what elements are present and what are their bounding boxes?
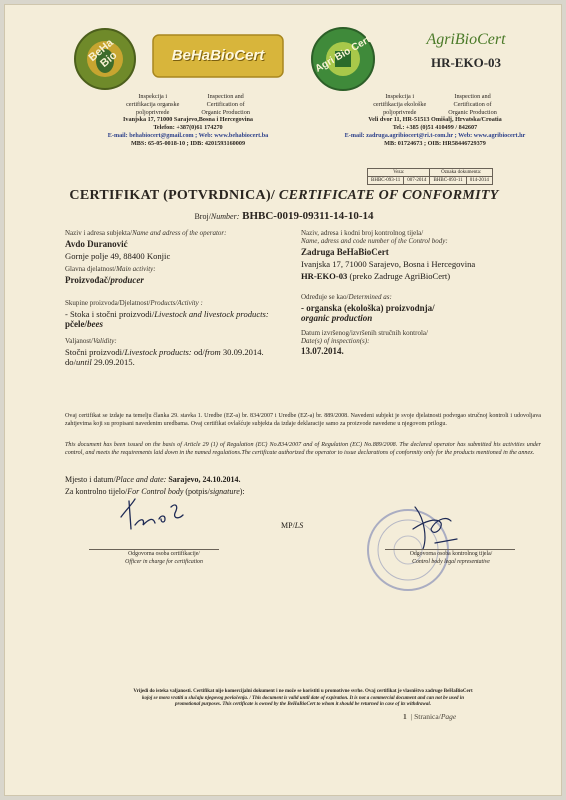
text-line: Certification of [453, 100, 492, 108]
title-english: CERTIFICATE OF CONFORMITY [275, 188, 499, 203]
value-local: - Stoka i stočni proizvodi/ [65, 309, 155, 319]
label-en: Main activity: [116, 265, 156, 273]
page-word-local: Stranica/ [414, 712, 441, 721]
control-body-address: Ivanjska 17, 71000 Sarajevo, Bosna i Hercegovina [301, 259, 476, 269]
left-email[interactable]: E-mail: behabiocert@gmail.com ; Web: www.behabiocert.ba [107, 131, 269, 139]
label-local: ): [239, 487, 245, 496]
left-phone: Telefon: +387(0)61 174270 [153, 124, 223, 131]
footer-notice [65, 689, 541, 709]
code: HR-EKO-03 [301, 271, 348, 281]
label-en: Name and adress of the operator: [132, 229, 227, 237]
label-en: Validity: [93, 337, 117, 345]
right-address: Veli dvor 11, HR-51513 Omišalj, Hrvatska/Croatia [368, 116, 502, 124]
ref-cell: BHBC-093-11 [430, 177, 466, 185]
title-local: CERTIFIKAT (POTVRDNICA)/ [69, 188, 276, 203]
label-local: Određuje se kao/ [301, 293, 349, 301]
operator-column [65, 229, 295, 367]
product-group-label [65, 299, 295, 307]
ref-cell: 007-2014 [404, 177, 430, 185]
text-line: Inspekcija i [385, 93, 415, 100]
left-brand-text: BeHaBioCert [171, 47, 265, 64]
right-email[interactable]: E-mail: zadruga.agribiocert@ri.t-com.hr ; Web: www.agribiocert.hr [344, 131, 526, 139]
inspection-date-value: 13.07.2014. [301, 346, 344, 356]
text: Stočni proizvodi/ [65, 347, 125, 357]
text-line: poljoprivrede [383, 108, 417, 116]
control-body-column [301, 229, 541, 356]
ref-cell: 014-2014 [466, 177, 492, 185]
officer-signature-line [89, 549, 219, 550]
mp-en: LS [294, 521, 304, 530]
certificate-page [4, 4, 562, 796]
value-en: producer [110, 275, 144, 285]
text-line: Inspection and [207, 93, 244, 100]
right-header-col2 [448, 93, 497, 116]
product-sub-value [65, 319, 295, 329]
place-date [65, 475, 241, 484]
value-local: Proizvođač/ [65, 275, 111, 285]
code-note: (preko Zadruge AgriBioCert) [347, 271, 451, 281]
text-line: Inspection and [454, 93, 491, 100]
text-en: from [204, 347, 221, 357]
determined-label [301, 293, 541, 301]
left-seal-text: BeHa Bio [86, 36, 120, 70]
text-line: Organic Production [201, 108, 250, 116]
stamp-place-label [281, 521, 303, 530]
activity-label [65, 265, 295, 273]
text: 30.09.2014. [220, 347, 264, 357]
label-local: Mjesto i datum/ [65, 475, 116, 484]
text-en: until [75, 357, 92, 367]
label-en: For Control body [127, 487, 184, 496]
text-line: Organic Production [448, 108, 497, 116]
text: do/ [65, 357, 76, 367]
ref-header-doc: Oznaka dokumenta: [430, 169, 492, 177]
reference-table [367, 168, 493, 185]
label-local: Skupine proizvoda/Djelatnost/ [65, 299, 151, 307]
officer-caption [89, 551, 239, 566]
right-phone: Tel.: +385 (0)51 410499 / 842607 [392, 124, 478, 131]
product-group-value [65, 309, 295, 319]
control-body-label-en: Name, adress and code number of the Control body: [301, 237, 448, 245]
label-local: Glavna djelatnost/ [65, 265, 117, 273]
label-en: Determined as: [348, 293, 392, 301]
right-header [335, 93, 535, 147]
label-en: signature [209, 487, 240, 496]
determined-value-en: organic production [301, 313, 373, 323]
mp-local: MP/ [281, 521, 295, 530]
ref-header-link: Veza: [368, 169, 430, 177]
control-body-label [301, 229, 541, 237]
number-value: BHBC-0019-09311-14-10-14 [239, 210, 374, 222]
legal-rep-caption [371, 551, 531, 566]
page-number: 1 [403, 712, 407, 721]
legal-representative-signature [405, 499, 465, 559]
control-body-name: Zadruga BeHaBioCert [301, 247, 389, 257]
text-line: Certification of [206, 100, 245, 108]
text-en: Livestock products: [124, 347, 192, 357]
caption-local: Odgovorna osoba certifikacije/ [128, 551, 200, 557]
control-body-code [301, 271, 541, 281]
label-en: Products/Activity : [150, 299, 203, 307]
label-local: Valjanost/ [65, 337, 93, 345]
label-local: Za kontrolno tijelo/ [65, 487, 128, 496]
text-line: certifikacija ekološke [373, 100, 427, 108]
text-line: poljoprivrede [136, 108, 170, 116]
caption-en: Officer in charge for certification [125, 558, 203, 565]
value-en: bees [87, 319, 103, 329]
page-word-en: Page [440, 712, 457, 721]
activity-value [65, 275, 295, 285]
label-local: Naziv, adresa i kodni broj kontrolnog tijela/ [301, 229, 424, 237]
operator-name: Avdo Duranović [65, 239, 128, 249]
left-header [83, 93, 293, 147]
caption-en: Control body legal representative [412, 558, 490, 565]
right-seal-text: Agri Bio Cert [313, 34, 373, 75]
left-address: Ivanjska 17, 71000 Sarajevo,Bosna i Hercegovina [123, 116, 253, 124]
label-local: (potpis/ [183, 487, 210, 496]
left-header-col2 [201, 93, 250, 116]
caption-local: Odgovorna osoba kontrolnog tijela/ [409, 551, 493, 557]
ref-cell: BHBC-093-11 [368, 177, 404, 185]
text-line: Inspekcija i [138, 93, 168, 100]
value-en: Livestock and livestock products: [154, 309, 269, 319]
left-mbs: MBS: 65-05-0018-10 ; IDB: 4201593160009 [130, 139, 246, 147]
agribiocert-logo [301, 23, 541, 93]
text: 29.09.2015. [91, 357, 135, 367]
legal-paragraph-local: Ovaj certifikat se izdaje na temelju članka 29. stavka 1. Uredbe (EZ-a) br. 834/2007 i Uredbe (EZ-a) br. 889/2008. Navedeni subjekt je svoje djelatnosti podvrgao stručnoj kontroli i udovoljava zahtjevima koji su propisani navedenim uredbama. Ovaj certifikat ovlašćuje subjekta da izdaje deklaracije samo za proizvode navedene u njegovom prilogu. [65, 413, 541, 427]
footer-line: promotional purposes. This certificate is owned by the BeHaBioCert to whom it should be returned in case of its withdrawal. [175, 702, 431, 707]
right-mb: MB: 01724673 ; OIB: HR58446729379 [384, 139, 486, 147]
label-local: Naziv i adresa subjekta/ [65, 229, 133, 237]
right-code-text: HR-EKO-03 [430, 55, 502, 70]
inspection-date-label: Datum izvršenog/izvršenih stručnih kontrola/ [301, 329, 428, 337]
validity-label [65, 337, 295, 345]
officer-signature [113, 489, 203, 539]
text-line: certifikacija organske [126, 100, 180, 108]
certificate-number [5, 210, 562, 222]
footer-line: Vrijedi do isteka valjanosti. Certifikat nije komercijalni dokument i ne može se koristiti u promotivne svrhe. Ovaj certifikat je vlasništvo zadruge BeHaBioCert [133, 689, 473, 694]
right-brand-text: AgriBioCert [426, 31, 506, 48]
value-local: pčele/ [65, 319, 87, 329]
text: od/ [191, 347, 205, 357]
certificate-title [5, 188, 562, 204]
number-label: Broj/ [194, 212, 211, 221]
validity-line-2 [65, 357, 295, 367]
place-date-value: Sarajevo, 24.10.2014. [166, 475, 241, 484]
validity-line-1 [65, 347, 295, 357]
left-header-col1 [126, 93, 179, 116]
number-label-en: Number: [210, 212, 240, 221]
behabiocert-logo [73, 23, 293, 93]
right-header-col1 [373, 93, 426, 116]
footer-line: kojoj se mora vratiti u slučaju njegovog povlačenja. / This document is valid until date of expiration. It is not a commercial document and can not be used in [142, 695, 464, 701]
page-indicator: 1 | Stranica/Page [403, 712, 457, 721]
determined-value: - organska (ekološka) proizvodnja/ [301, 303, 435, 313]
inspection-date-label-en: Date(s) of inspection(s): [301, 337, 370, 345]
operator-label [65, 229, 295, 237]
legal-paragraph-en: This document has been issued on the basis of Article 29 (1) of Regulation (EC) No.834/2007 and of Regulation (EC) No.889/2008. The declared operator has submitted his activities under control, and meets the requirements laid down in the named regulations.The certificate authorized the operator to issue declarations of conformity only for the products mentioned in the annex. [65, 442, 541, 456]
legal-rep-signature-line [385, 549, 515, 550]
operator-address: Gornje polje 49, 88400 Konjic [65, 251, 171, 261]
label-en: Place and date: [115, 475, 167, 484]
